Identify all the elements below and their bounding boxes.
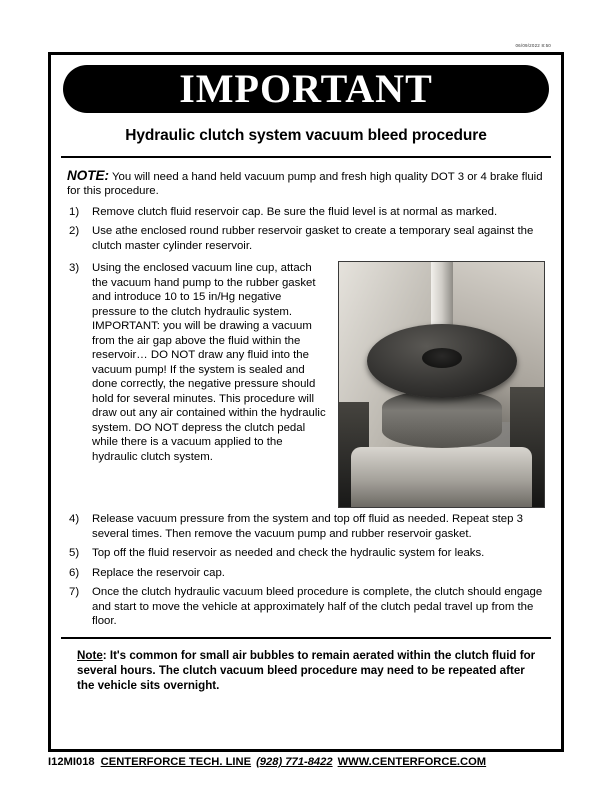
list-item — [67, 205, 545, 219]
note-label: NOTE: — [67, 168, 109, 183]
step-number: 1) — [69, 205, 80, 218]
list-item — [67, 546, 545, 560]
footer-divider — [61, 637, 551, 639]
list-item — [67, 585, 545, 628]
step-number: 5) — [69, 547, 80, 560]
tech-line-phone[interactable]: (928) 771-8422 — [256, 756, 333, 768]
closing-note-label: Note — [77, 648, 103, 662]
list-item — [67, 566, 545, 580]
tech-line-label: CENTERFORCE TECH. LINE — [100, 756, 252, 768]
step-number: 6) — [69, 566, 80, 579]
note-paragraph — [67, 167, 545, 199]
list-item — [67, 261, 545, 464]
step-number: 2) — [69, 225, 80, 238]
step-text: Remove clutch fluid reservoir cap. Be sure the fluid level is at normal as marked. — [92, 205, 498, 218]
step-text: Replace the reservoir cap. — [92, 566, 225, 579]
list-item — [67, 512, 545, 541]
steps-list-bottom — [67, 512, 545, 628]
closing-note-text: : It's common for small air bubbles to remain aerated within the clutch fluid for several hours. The clutch vacuum bleed procedure may need to be repeated after the vehicle sits overnight. — [77, 648, 536, 693]
closing-note — [77, 648, 539, 694]
note-text: You will need a hand held vacuum pump and fresh high quality DOT 3 or 4 brake fluid for this procedure. — [67, 171, 543, 198]
procedure-body — [51, 158, 561, 629]
document-subtitle: Hydraulic clutch system vacuum bleed procedure — [125, 127, 487, 144]
banner-title: IMPORTANT — [179, 66, 433, 111]
step-number: 7) — [69, 586, 80, 599]
print-timestamp: 06/09/2022 8:50 — [515, 43, 551, 48]
footer-bar — [48, 756, 564, 768]
document-code: I12MI018 — [48, 756, 95, 768]
list-item — [67, 224, 545, 253]
website-link[interactable]: WWW.CENTERFORCE.COM — [337, 756, 487, 768]
instruction-card — [48, 43, 564, 752]
steps-list-top — [67, 205, 545, 253]
step-text: Use athe enclosed round rubber reservoir gasket to create a temporary seal against the clutch master cylinder reservoir. — [92, 225, 534, 252]
step-number: 4) — [69, 513, 80, 526]
important-banner — [63, 65, 549, 113]
step-text: Release vacuum pressure from the system and top off fluid as needed. Repeat step 3 several times. Then remove the vacuum pump and rubber reservoir gasket. — [92, 513, 523, 540]
step-text: Using the enclosed vacuum line cup, attach the vacuum hand pump to the rubber gasket and introduce 10 to 15 in/Hg negative pressure to the clutch hydraulic system. IMPORTANT: you will be drawing a vacuum from the air gap above the fluid within the reservoir… DO NOT draw any fluid into the vacuum pump! If the system is sealed and done correctly, the negative pressure should hold for several minutes. This procedure will draw out any air contained within the hydraulic system. DO NOT depress the clutch pedal while there is a vacuum applied to the hydraulic clutch system. — [92, 262, 326, 463]
step-text: Top off the fluid reservoir as needed and check the hydraulic system for leaks. — [92, 547, 485, 560]
step-text: Once the clutch hydraulic vacuum bleed procedure is complete, the clutch should engage and start to move the vehicle at approximately half of the clutch pedal travel up from the floor. — [92, 586, 543, 628]
step-number: 3) — [69, 262, 80, 275]
step-3-block — [67, 261, 545, 512]
